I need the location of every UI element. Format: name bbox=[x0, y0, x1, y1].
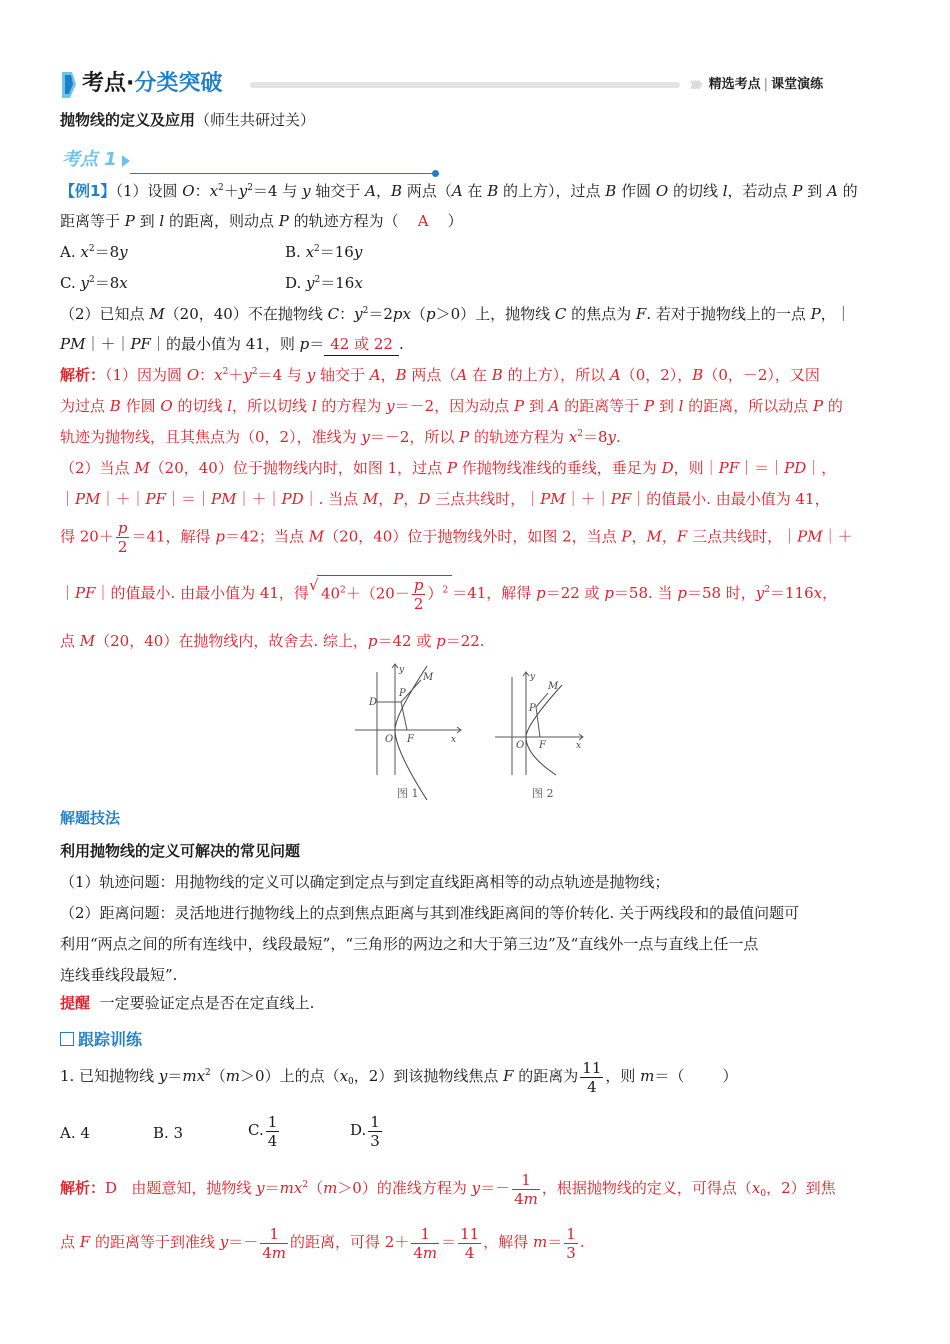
header-title-right: 分类突破 bbox=[134, 71, 223, 96]
example1-answer2: 42 或 22 bbox=[324, 333, 399, 356]
example1-line1: 【例1】（1）设圆 O：$x^2+y^2=4$ 与 y 轴交于 A，B 两点（A 在 B 的上方），过点 B 作圆 O 的切线 l，若动点 P 到 A 的 bbox=[60, 182, 858, 200]
solution-line5: ｜PM｜＋｜PF｜＝｜PM｜＋｜PD｜. 当点 M，P，D 三点共线时，｜PM｜＋｜PF｜的值最小. 由最小值为 41， bbox=[60, 490, 830, 508]
training-answer: D bbox=[105, 1179, 118, 1197]
figure-2-caption: 图 2 bbox=[532, 787, 554, 800]
header-title-left: 考点 bbox=[82, 71, 127, 96]
training-solution-line1: 解析：D 由题意知，抛物线 $y=mx^2(m>0)$的准线方程为 y＝－ $\frac{1}{4m}$ ，根据抛物线的定义，可得点（$x_0$，2）到焦 bbox=[60, 1170, 836, 1208]
header-arrows-icon: 》》》》 bbox=[690, 81, 705, 91]
example1-part2-line1: （2）已知点 M（20，40）不在抛物线 C：$y^2=2px(p>0)$上，抛物线 C 的焦点为 F. 若对于抛物线上的一点 P，｜ bbox=[60, 305, 851, 323]
jieti-item2-line1: （2）距离问题：灵活地进行抛物线上的点到焦点距离与其到准线距离间的等价转化. 关于两线段和的最值问题可 bbox=[60, 904, 800, 922]
training-optC: C. $\frac{1}{4}$ bbox=[248, 1112, 278, 1150]
header-title-dot: · bbox=[126, 71, 135, 96]
training-checkbox-icon bbox=[60, 1032, 74, 1046]
svg-text:P: P bbox=[529, 703, 536, 714]
example1-line2: 距离等于 P 到 l 的距离，则动点 P 的轨迹方程为（ A ） bbox=[60, 212, 463, 230]
training-title bbox=[60, 1029, 142, 1051]
header-tag-sep: | bbox=[763, 77, 769, 92]
tixing-text: 一定要验证定点是否在定直线上. bbox=[99, 994, 315, 1012]
header-tag-right: 课堂演练 bbox=[771, 77, 824, 92]
jieti-item2-line2: 利用“两点之间的所有连线中，线段最短”，“三角形的两边之和大于第三边”及“直线外一点与直线上任一点 bbox=[60, 935, 759, 953]
training-optC-label: C. bbox=[248, 1121, 264, 1139]
header-badge-icon bbox=[60, 70, 78, 100]
training-optD: D. $\frac{1}{3}$ bbox=[350, 1112, 380, 1150]
kaodian-label: 考点 1 bbox=[62, 149, 117, 170]
tixing-label: 提醒 bbox=[60, 994, 91, 1012]
svg-text:P: P bbox=[399, 688, 406, 699]
example1-optD: D. $y^2=16x$ bbox=[285, 274, 363, 292]
svg-text:y: y bbox=[399, 665, 405, 675]
svg-text:M: M bbox=[548, 681, 559, 692]
figure-1 bbox=[355, 660, 465, 805]
example1-answer1: A bbox=[417, 212, 429, 230]
example1-optA: A. $x^2=8y$ bbox=[60, 243, 128, 261]
svg-text:F: F bbox=[539, 740, 546, 751]
solution-line4: （2）当点 M（20，40）位于抛物线内时，如图 1，过点 P 作抛物线准线的垂线，垂足为 D，则｜PF｜＝｜PD｜， bbox=[60, 459, 837, 477]
kaodian-underline bbox=[130, 173, 435, 174]
svg-text:M: M bbox=[423, 672, 434, 683]
training-optD-label: D. bbox=[350, 1121, 367, 1139]
header-title bbox=[82, 70, 222, 98]
example1-part2-line2: PM｜＋｜PF｜的最小值为 41，则 p＝ 42 或 22 . bbox=[60, 333, 404, 356]
svg-text:y: y bbox=[530, 672, 536, 682]
tixing bbox=[60, 992, 314, 1014]
figure-1-caption: 图 1 bbox=[397, 787, 419, 800]
jieti-item2-line3: 连线垂线段最短”. bbox=[60, 966, 178, 984]
solution-line6: 得 20＋ $\frac{p}{2}$ ＝41，解得 p＝42；当点 M（20，40）位于抛物线外时，如图 2，当点 P，M，F 三点共线时，｜PM｜＋ bbox=[60, 519, 853, 556]
svg-text:F: F bbox=[407, 734, 414, 745]
training-optA: A. 4 bbox=[60, 1124, 90, 1142]
jieti-title: 解题技法 bbox=[60, 809, 121, 827]
header-tag bbox=[690, 76, 823, 95]
solution-line2: 为过点 B 作圆 O 的切线 l，所以切线 l 的方程为 y＝－2，因为动点 P 到 A 的距离等于 P 到 l 的距离，所以动点 P 的 bbox=[60, 397, 843, 415]
example1-optB: B. $x^2=16y$ bbox=[285, 243, 363, 261]
svg-text:O: O bbox=[385, 734, 394, 745]
section-title-note: （师生共研过关） bbox=[195, 111, 316, 129]
training-title-text: 跟踪训练 bbox=[78, 1030, 143, 1049]
svg-text:x: x bbox=[576, 741, 582, 751]
header-tag-left: 精选考点 bbox=[708, 77, 761, 92]
kaodian-dot bbox=[432, 170, 439, 177]
solution-line1: 解析：（1）因为圆 O：$x^2+y^2=4$ 与 y 轴交于 A，B 两点（A 在 B 的上方），所以 A（0，2），B（0，－2），又因 bbox=[60, 366, 820, 384]
solution-line7: ｜PF｜的值最小. 由最小值为 41，得 √ $40^2+(20-$ $\frac{p}{2}$ ）$^2$ ＝41，解得 p＝22 或 p＝58. 当 p＝58 时，$y^2=116x$， bbox=[60, 576, 838, 613]
svg-text:D: D bbox=[369, 697, 378, 708]
solution-line8: 点 M（20，40）在抛物线内，故舍去. 综上，p＝42 或 p＝22. bbox=[60, 632, 485, 650]
section-title bbox=[60, 109, 315, 131]
figure-2 bbox=[490, 665, 590, 805]
training-question1: 1. 已知抛物线 $y=mx^2(m>0)$上的点（$x_0$，2）到该抛物线焦点 F 的距离为 $\frac{11}{4}$ ，则 m＝（ ） bbox=[60, 1058, 738, 1096]
training-solution-line2: 点 F 的距离等于到准线 y＝－ $\frac{1}{4m}$ 的距离，可得 2＋ $\frac{1}{4m}$ ＝ $\frac{11}{4}$ ，解得 m＝ $\frac{1}{3}$ . bbox=[60, 1224, 585, 1262]
training-optB: B. 3 bbox=[153, 1124, 184, 1142]
kaodian-arrow-icon bbox=[120, 153, 132, 172]
example1-tag: 【例1】 bbox=[60, 182, 116, 200]
jieti-subtitle: 利用抛物线的定义可解决的常见问题 bbox=[60, 842, 301, 860]
example1-optC: C. $y^2=8x$ bbox=[60, 274, 128, 292]
svg-text:x: x bbox=[451, 735, 457, 745]
section-title-text: 抛物线的定义及应用 bbox=[60, 111, 196, 129]
jieti-item1: （1）轨迹问题：用抛物线的定义可以确定到定点与到定直线距离相等的动点轨迹是抛物线； bbox=[60, 873, 670, 891]
solution-line3: 轨迹为抛物线，且其焦点为（0，2），准线为 y＝－2，所以 P 的轨迹方程为 $x^2=8y$. bbox=[60, 428, 621, 446]
svg-text:O: O bbox=[516, 740, 525, 751]
header-divider-bar bbox=[250, 82, 680, 88]
